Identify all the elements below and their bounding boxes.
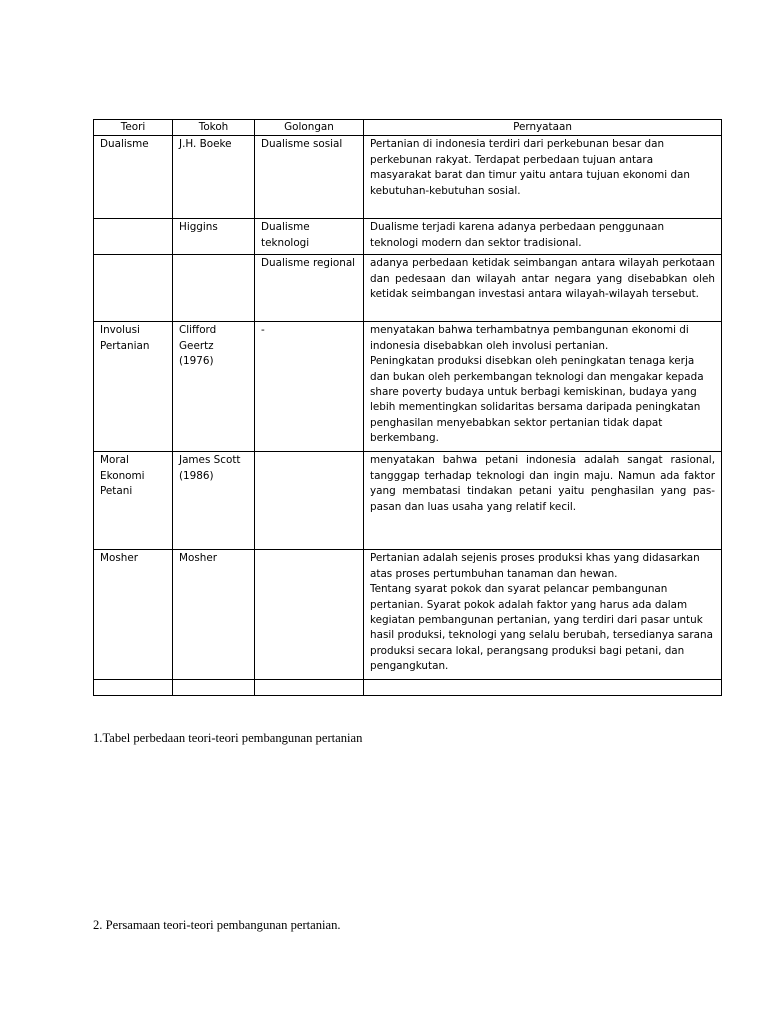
table-row [94, 322, 722, 452]
table-row-empty [94, 680, 722, 696]
cell-pernyataan [364, 550, 722, 680]
cell-tokoh [173, 255, 255, 322]
cell-empty [364, 680, 722, 696]
cell-golongan: Dualisme regional [255, 255, 364, 322]
table-row [94, 136, 722, 219]
pernyataan-paragraph: Peningkatan produksi disebkan oleh peningkatan tenaga kerja dan bukan oleh perkembangan teknologi dan mengakar kepada share poverty budaya untuk berbagi kemiskinan, budaya yang lebih mementingkan solidaritas bersama daripada peningkatan penghasilan menyebabkan sektor pertanian tidak dapat berkembang. [370, 355, 704, 445]
cell-golongan: Dualisme sosial [255, 136, 364, 219]
pernyataan-paragraph: menyatakan bahwa terhambatnya pembangunan ekonomi di indonesia disebabkan oleh involusi pertanian. [370, 324, 689, 352]
cell-teori: Dualisme [94, 136, 173, 219]
header-golongan: Golongan [255, 120, 364, 136]
cell-pernyataan: menyatakan bahwa petani indonesia adalah sangat rasional, tangggap terhadap teknologi dan ingin maju. Namun ada faktor yang membatasi tindakan petani yaitu penghasilan yang pas-pasan dan luas usaha yang relatif kecil. [364, 452, 722, 550]
cell-tokoh: Mosher [173, 550, 255, 680]
cell-empty [173, 680, 255, 696]
table-caption: 1.Tabel perbedaan teori-teori pembangunan pertanian [93, 731, 363, 745]
cell-teori: Mosher [94, 550, 173, 680]
cell-empty [94, 680, 173, 696]
header-pernyataan: Pernyataan [364, 120, 722, 136]
cell-empty [255, 680, 364, 696]
header-teori: Teori [94, 120, 173, 136]
table-row [94, 255, 722, 322]
cell-pernyataan [364, 322, 722, 452]
pernyataan-paragraph: Tentang syarat pokok dan syarat pelancar pembangunan pertanian. Syarat pokok adalah faktor yang harus ada dalam kegiatan pembangunan pertanian, yang terdiri dari pasar untuk hasil produksi, teknologi yang selalu berubah, tersedianya sarana produksi secara lokal, perangsang produksi bagi petani, dan pengangkutan. [370, 583, 714, 673]
section-heading: 2. Persamaan teori-teori pembangunan pertanian. [93, 918, 341, 932]
table-header-row [94, 120, 722, 136]
cell-tokoh: J.H. Boeke [173, 136, 255, 219]
table-row [94, 452, 722, 550]
header-tokoh: Tokoh [173, 120, 255, 136]
cell-tokoh: Clifford Geertz (1976) [173, 322, 255, 452]
cell-golongan [255, 452, 364, 550]
cell-teori: Involusi Pertanian [94, 322, 173, 452]
cell-pernyataan: adanya perbedaan ketidak seimbangan antara wilayah perkotaan dan pedesaan dan wilayah antar negara yang disebabkan oleh ketidak seimbangan investasi antara wilayah-wilayah tersebut. [364, 255, 722, 322]
cell-tokoh: James Scott (1986) [173, 452, 255, 550]
cell-teori [94, 255, 173, 322]
table-row [94, 550, 722, 680]
theory-table [93, 119, 722, 696]
cell-pernyataan: Pertanian di indonesia terdiri dari perkebunan besar dan perkebunan rakyat. Terdapat perbedaan tujuan antara masyarakat barat dan timur yaitu antara tujuan ekonomi dan kebutuhan-kebutuhan sosial. [364, 136, 722, 219]
cell-golongan [255, 550, 364, 680]
cell-golongan: Dualisme teknologi [255, 219, 364, 255]
cell-golongan: - [255, 322, 364, 452]
table-row [94, 219, 722, 255]
pernyataan-paragraph: Pertanian adalah sejenis proses produksi khas yang didasarkan atas proses pertumbuhan tanaman dan hewan. [370, 552, 700, 580]
cell-teori: Moral Ekonomi Petani [94, 452, 173, 550]
cell-teori [94, 219, 173, 255]
cell-tokoh: Higgins [173, 219, 255, 255]
cell-pernyataan: Dualisme terjadi karena adanya perbedaan penggunaan teknologi modern dan sektor tradisional. [364, 219, 722, 255]
